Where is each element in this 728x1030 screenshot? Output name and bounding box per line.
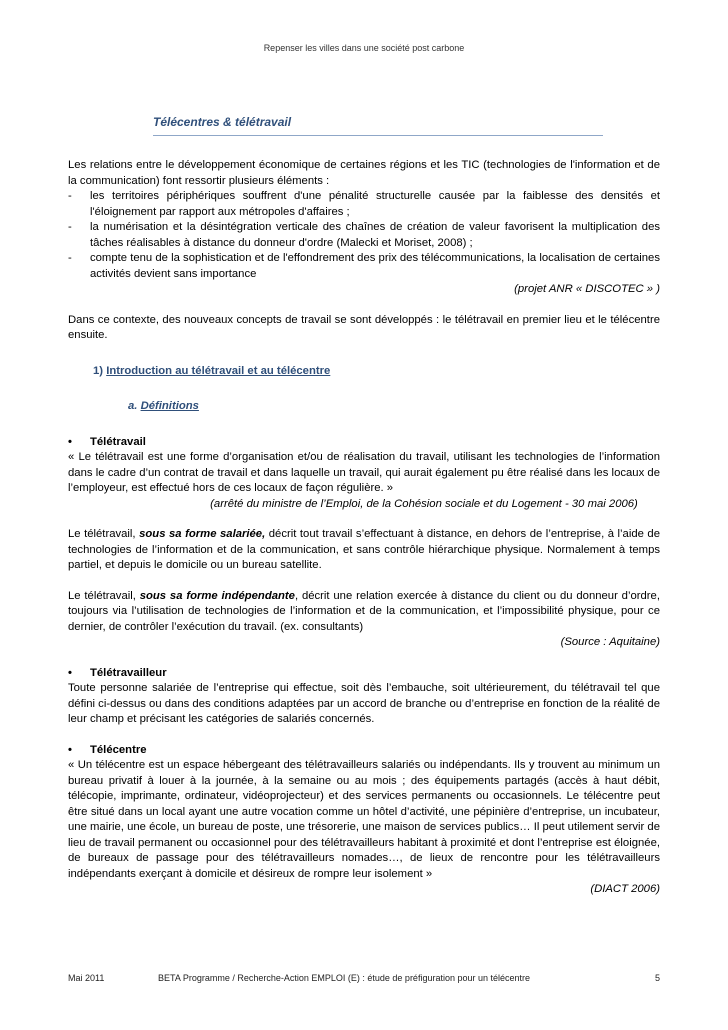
bullet-icon: • bbox=[68, 743, 72, 756]
aquitaine-source: (Source : Aquitaine) bbox=[560, 636, 660, 648]
intro-list bbox=[68, 189, 660, 282]
text-run: Le télétravail, bbox=[68, 589, 140, 602]
bullet-icon: • bbox=[68, 666, 72, 679]
section-title: Télécentres & télétravail bbox=[153, 115, 603, 136]
intro-source: (projet ANR « DISCOTEC » ) bbox=[514, 283, 660, 295]
definition-source: (arrêté du ministre de l’Emploi, de la Cohésion sociale et du Logement - 30 mai 2006) bbox=[210, 497, 638, 510]
definition-term: Télétravail bbox=[90, 435, 146, 448]
definition-title-teletravailleur bbox=[68, 666, 660, 682]
list-item: - la numérisation et la désintégration verticale des chaînes de création de valeur favorisent la multiplication des tâches réalisables à distance du donneur d'ordre (Malecki et Moriset, 2008) ; bbox=[68, 220, 660, 251]
definition-term: Télécentre bbox=[90, 743, 147, 756]
teletravailleur-text: Toute personne salariée de l’entreprise qui effectue, soit dès l’embauche, soit ultérieurement, du télétravail tel que défini ci-dessus ou dans des conditions adaptées par un accord de branche ou d’entreprise en fonction de la réalité de leur champ et précisant les catégories de salariés concernés. bbox=[68, 682, 660, 725]
salarie-paragraph bbox=[68, 527, 660, 574]
heading-letter: a. bbox=[128, 400, 138, 412]
emphasis-text: sous sa forme indépendante bbox=[139, 589, 295, 602]
heading-definitions bbox=[128, 399, 660, 415]
independant-paragraph bbox=[68, 589, 660, 636]
definition-title-telecentre bbox=[68, 743, 660, 759]
document-body bbox=[68, 158, 660, 898]
heading-number: 1) bbox=[93, 364, 104, 377]
bullet-icon: • bbox=[68, 435, 72, 448]
telecentre-quote: « Un télécentre est un espace hébergeant des télétravailleurs salariés ou indépendants. Ils y trouvent au minimum un bureau privatif à louer à la journée, à la semaine ou au mois ; des équipements partagés (accès à haut débit, télécopie, imprimante, ordinateur, vidéoprojecteur) et des services permanents ou occasionnels. Le télécentre peut être situé dans un local ayant une autre vocation comme un hôtel d’activité, une pépinière d’entreprise, un incubateur, une mairie, une école, un bureau de poste, une trésorerie, une maison de services publics… Il peut utilement servir de lieu de travail permanent ou occasionnel pour des télétravailleurs habitant à proximité et dont l’entreprise est éloignée, de bureaux de passage pour des télétravailleurs nomades…, de lieux de rencontre pour les télétravailleurs indépendants exerçant à domicile et désireux de rompre leur isolement » bbox=[68, 759, 660, 880]
heading-text: Introduction au télétravail et au télécentre bbox=[106, 364, 331, 377]
heading-introduction bbox=[93, 364, 660, 380]
heading-text: Définitions bbox=[140, 400, 199, 412]
text-run: , décrit une relation exercée à distance du client ou du donneur d’ordre, toujours via l’utilisation de technologies de l’information et de la communication, et l’impossibilité physique, pour ce dernier, de contrôler l’exécution du travail. (ex. consultants) bbox=[68, 589, 660, 633]
running-header: Repenser les villes dans une société post carbone bbox=[263, 43, 465, 53]
list-item: - les territoires périphériques souffrent d'une pénalité structurelle causée par la faiblesse des densités et l'éloignement par rapport aux métropoles d'affaires ; bbox=[68, 189, 660, 220]
text-run: Le télétravail, bbox=[68, 528, 140, 540]
definition-title-teletravail bbox=[68, 435, 660, 451]
text-run: décrit tout travail s’effectuant à distance, en dehors de l’entreprise, à l’aide de technologies de l’information et de la communication, et sans contrôle hiérarchique physique. Normalement à temps partiel, et depuis le domicile ou un bureau satellite. bbox=[68, 528, 660, 571]
context-paragraph: Dans ce contexte, des nouveaux concepts de travail se sont développés : le télétravail en premier lieu et le télécentre ensuite. bbox=[68, 313, 660, 341]
definition-term: Télétravailleur bbox=[90, 666, 167, 679]
definition-quote: « Le télétravail est une forme d’organisation et/ou de réalisation du travail, utilisant les technologies de l’information dans le cadre d’un contrat de travail et dans laquelle un travail, qui aurait également pu être réalisé dans les locaux de l’employeur, est effectué hors de ces locaux de façon régulière. » bbox=[68, 451, 660, 494]
diact-source: (DIACT 2006) bbox=[590, 883, 660, 895]
footer-date: Mai 2011 bbox=[68, 973, 105, 983]
footer-programme: BETA Programme / Recherche-Action EMPLOI (E) : étude de préfiguration pour un télécentre bbox=[158, 973, 531, 983]
intro-paragraph: Les relations entre le développement économique de certaines régions et les TIC (technologies de l'information et de la communication) font ressortir plusieurs éléments : bbox=[68, 159, 660, 187]
emphasis-text: sous sa forme salariée, bbox=[139, 528, 266, 540]
page-number: 5 bbox=[654, 973, 660, 983]
list-item: - compte tenu de la sophistication et de l'effondrement des prix des télécommunications, la localisation de certaines activités devient sans importance bbox=[68, 251, 660, 282]
